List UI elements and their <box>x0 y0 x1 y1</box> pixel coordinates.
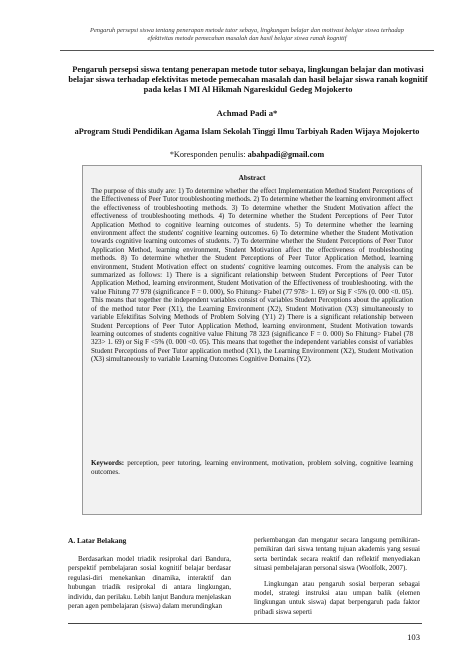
corresponding-author <box>60 150 434 159</box>
author-affiliation: aProgram Studi Pendidikan Agama Islam Sekolah Tinggi Ilmu Tarbiyah Raden Wijaya Mojokerto <box>74 127 420 136</box>
body-paragraph: Berdasarkan model triadik resiprokal dari Bandura, perspektif pembelajaran sosial kognitif belajar berdasar regulasi-diri menekankan dinamika, interaktif dan hubungan triadik resiprokal di antara lingkungan, individu, dan perilaku. Lebih lanjut Bandura menjelaskan peran agen pembelajaran (siswa) dalam merundingkan <box>68 555 231 611</box>
running-head-line-2: efektivitas metode pemecahan masalah dan hasil belajar siswa ranah kognitif <box>147 35 347 43</box>
paper-title: Pengaruh persepsi siswa tentang penerapan metode tutor sebaya, lingkungan belajar dan motivasi belajar siswa terhadap efektivitas metode pemecahan masalah dan hasil belajar siswa ranah kognitif pada kelas I MI Al Hikmah Ngareskidul Gedeg Mojokerto <box>68 65 428 95</box>
abstract-box <box>82 165 422 515</box>
correspondence-label: *Koresponden penulis: <box>169 150 246 159</box>
running-head-line-1: Pengaruh persepsi siswa tentang penerapan metode tutor sebaya, lingkungan belajar dan motivasi belajar siswa terhadap <box>90 27 404 34</box>
section-heading: A. Latar Belakang <box>68 536 127 545</box>
author-name: Achmad Padi a* <box>216 108 278 118</box>
body-column-left <box>68 536 231 617</box>
keywords <box>91 459 413 476</box>
footer-divider <box>68 623 422 624</box>
body-paragraph: perkembangan dan mengatur secara langsung pemikiran-pemikiran dari siswa tentang tujuan akademis yang sesuai serta bertindak secara reaktif dan reflektif menyediakan situasi pembelajaran personal siswa (Woolfolk, 2007). <box>254 536 420 573</box>
page-number: 103 <box>407 632 420 642</box>
correspondence-email[interactable]: abahpadi@gmail.com <box>247 150 325 159</box>
abstract-heading: Abstract <box>238 174 266 182</box>
keywords-label: Keywords: <box>91 459 125 467</box>
abstract-text: The purpose of this study are: 1) To determine whether the effect Implementation Method Student Perceptions of the Effectiveness of Peer Tutor troubleshooting methods. 2) To determine whether the learning environment affect the effectiveness of troubleshooting methods. 3) To determine whether the Student Motivation affect the effectiveness of troubleshooting methods. 4) To determine whether the Student Perceptions of Peer Tutor Application Method to cognitive learning outcomes of students. 5) To determine whether the learning environment affect the students' cognitive learning outcomes. 6) To determine whether the Student Motivation towards cognitive learning outcomes of students. 7) To determine whether the Student Perceptions of Peer Tutor Application Method, learning environment, Student Motivation affect the effectiveness of troubleshooting methods. 8) To determine whether the Student Perceptions of Peer Tutor Application Method, learning environment, Student Motivation effect on students' cognitive learning outcomes. From the analysis can be summarized as follows: 1) There is a significant relationship between Student Perceptions of Peer Tutor Application Method, learning environment, Student Motivation of the Effectiveness of troubleshooting. with the value Fhitung 77 978 (significance F = 0. 000), So Fhitung> Ftabel (77 978> 1. 69) or Sig F <5% (0. 000 <0. 05). This means that together the independent variables consist of variables Student Perceptions about the application of the method tutor Peer (X1), the Learning Environment (X2), Student Motivation (X3) simultaneously to variable Efektifitas Solving Methods of Problem Solving (Y1) 2) There is a significant relationship between Student Perceptions of Peer Tutor Application Method, learning environment, Student Motivation towards learning outcomes of students cognitive value Fhitung 78 323 (significance F = 0. 000) So Fhitung> Ftabel (78 323> 1. 69) or Sig F <5% (0. 000 <0. 05). This means that together the independent variables consist of variables Student Perceptions of Peer Tutor application method (X1), the Learning Environment (X2), Student Motivation (X3) simultaneously to variable Learning Outcomes Cognitive Domains (Y2). <box>91 187 413 364</box>
keywords-list: perception, peer tutoring, learning environment, motivation, problem solving, cognitive learning outcomes. <box>91 459 413 476</box>
body-paragraph: Lingkungan atau pengaruh sosial berperan sebagai model, strategi instruksi atau umpan balik (elemen lingkungan untuk siswa) dapat berpengaruh pada faktor pribadi siswa seperti <box>254 579 420 616</box>
body-column-right <box>254 536 420 623</box>
running-head <box>60 27 434 43</box>
header-divider <box>60 50 434 51</box>
